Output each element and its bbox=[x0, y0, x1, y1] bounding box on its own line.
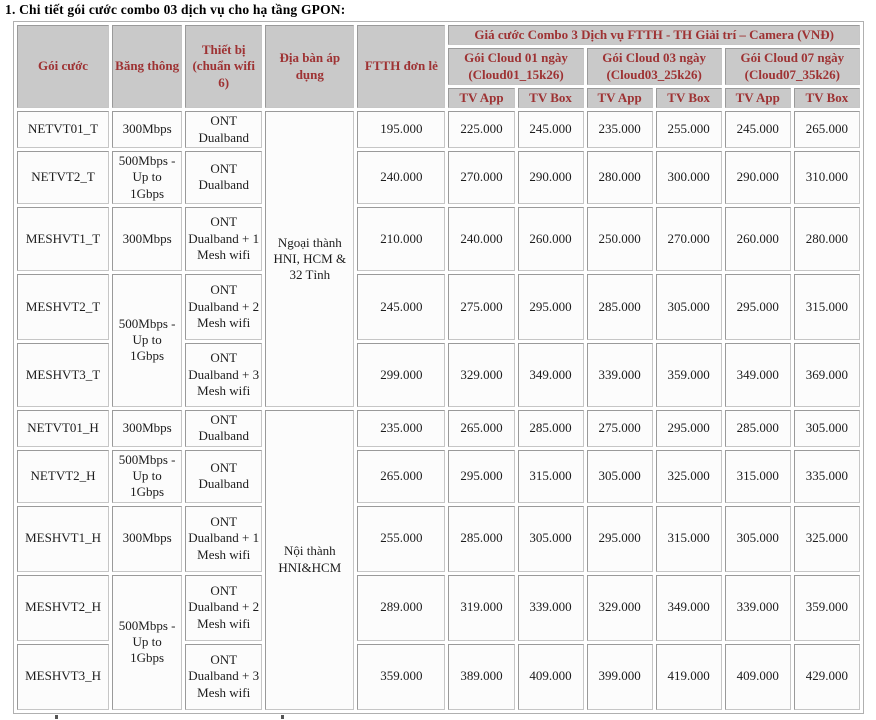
col-header-area: Địa bàn áp dụng bbox=[265, 25, 354, 108]
ftth-price-cell: 289.000 bbox=[357, 575, 445, 641]
price-cell: 250.000 bbox=[587, 207, 653, 271]
table-row bbox=[17, 410, 860, 447]
package-name-cell: MESHVT2_T bbox=[17, 274, 109, 340]
col-header-bandwidth: Băng thông bbox=[112, 25, 182, 108]
device-cell: ONT Dualband + 2 Mesh wifi bbox=[185, 274, 262, 340]
device-cell: ONT Dualband + 2 Mesh wifi bbox=[185, 575, 262, 641]
price-cell: 305.000 bbox=[518, 506, 584, 572]
price-cell: 270.000 bbox=[448, 151, 514, 204]
price-cell: 315.000 bbox=[518, 450, 584, 503]
price-cell: 235.000 bbox=[587, 111, 653, 148]
price-cell: 300.000 bbox=[656, 151, 722, 204]
price-cell: 349.000 bbox=[656, 575, 722, 641]
price-cell: 305.000 bbox=[794, 410, 860, 447]
table-row bbox=[17, 274, 860, 340]
price-cell: 240.000 bbox=[448, 207, 514, 271]
price-cell: 329.000 bbox=[448, 343, 514, 407]
price-cell: 389.000 bbox=[448, 644, 514, 710]
device-cell: ONT Dualband bbox=[185, 450, 262, 503]
subheader-tv-box: TV Box bbox=[794, 88, 860, 108]
price-cell: 339.000 bbox=[725, 575, 791, 641]
table-row bbox=[17, 506, 860, 572]
price-cell: 419.000 bbox=[656, 644, 722, 710]
package-name-cell: NETVT01_T bbox=[17, 111, 109, 148]
price-cell: 260.000 bbox=[518, 207, 584, 271]
subheader-tv-box: TV Box bbox=[656, 88, 722, 108]
cloud01-group-header: Gói Cloud 01 ngày (Cloud01_15k26) bbox=[448, 48, 583, 85]
cloud03-group-header: Gói Cloud 03 ngày (Cloud03_25k26) bbox=[587, 48, 722, 85]
area-cell-inner: Nội thành HNI&HCM bbox=[265, 410, 354, 710]
price-cell: 339.000 bbox=[518, 575, 584, 641]
ftth-price-cell: 245.000 bbox=[357, 274, 445, 340]
price-cell: 275.000 bbox=[448, 274, 514, 340]
package-name-cell: MESHVT1_H bbox=[17, 506, 109, 572]
price-cell: 295.000 bbox=[518, 274, 584, 340]
subheader-tv-app: TV App bbox=[587, 88, 653, 108]
ftth-price-cell: 210.000 bbox=[357, 207, 445, 271]
price-cell: 329.000 bbox=[587, 575, 653, 641]
bandwidth-cell: 500Mbps - Up to 1Gbps bbox=[112, 151, 182, 204]
price-cell: 285.000 bbox=[725, 410, 791, 447]
price-cell: 359.000 bbox=[656, 343, 722, 407]
package-name-cell: MESHVT3_T bbox=[17, 343, 109, 407]
price-cell: 265.000 bbox=[448, 410, 514, 447]
price-cell: 315.000 bbox=[656, 506, 722, 572]
price-cell: 245.000 bbox=[518, 111, 584, 148]
price-cell: 305.000 bbox=[656, 274, 722, 340]
price-cell: 275.000 bbox=[587, 410, 653, 447]
price-cell: 399.000 bbox=[587, 644, 653, 710]
price-cell: 325.000 bbox=[794, 506, 860, 572]
price-cell: 305.000 bbox=[587, 450, 653, 503]
ftth-price-cell: 235.000 bbox=[357, 410, 445, 447]
clipped-next-line bbox=[13, 715, 876, 720]
bandwidth-cell: 500Mbps - Up to 1Gbps bbox=[112, 450, 182, 503]
bandwidth-cell: 500Mbps - Up to 1Gbps bbox=[112, 575, 182, 710]
price-cell: 295.000 bbox=[656, 410, 722, 447]
price-cell: 369.000 bbox=[794, 343, 860, 407]
price-cell: 335.000 bbox=[794, 450, 860, 503]
price-cell: 265.000 bbox=[794, 111, 860, 148]
price-cell: 409.000 bbox=[725, 644, 791, 710]
price-cell: 349.000 bbox=[725, 343, 791, 407]
price-cell: 325.000 bbox=[656, 450, 722, 503]
device-cell: ONT Dualband + 1 Mesh wifi bbox=[185, 506, 262, 572]
price-cell: 319.000 bbox=[448, 575, 514, 641]
bandwidth-cell: 300Mbps bbox=[112, 410, 182, 447]
price-cell: 260.000 bbox=[725, 207, 791, 271]
price-cell: 310.000 bbox=[794, 151, 860, 204]
ftth-price-cell: 359.000 bbox=[357, 644, 445, 710]
ftth-price-cell: 195.000 bbox=[357, 111, 445, 148]
subheader-tv-app: TV App bbox=[725, 88, 791, 108]
package-name-cell: NETVT2_T bbox=[17, 151, 109, 204]
page-title: 1. Chi tiết gói cước combo 03 dịch vụ cho hạ tầng GPON: bbox=[5, 2, 346, 17]
price-cell: 295.000 bbox=[725, 274, 791, 340]
ftth-price-cell: 265.000 bbox=[357, 450, 445, 503]
price-cell: 409.000 bbox=[518, 644, 584, 710]
col-header-ftth-single: FTTH đơn lẻ bbox=[357, 25, 445, 108]
bandwidth-cell: 300Mbps bbox=[112, 506, 182, 572]
price-cell: 429.000 bbox=[794, 644, 860, 710]
bandwidth-cell: 300Mbps bbox=[112, 111, 182, 148]
col-header-device: Thiết bị (chuẩn wifi 6) bbox=[185, 25, 262, 108]
combo-price-header: Giá cước Combo 3 Dịch vụ FTTH - TH Giải trí – Camera (VNĐ) bbox=[448, 25, 860, 45]
package-name-cell: MESHVT3_H bbox=[17, 644, 109, 710]
gpon-combo-pricing-table bbox=[13, 21, 864, 714]
price-cell: 225.000 bbox=[448, 111, 514, 148]
device-cell: ONT Dualband bbox=[185, 410, 262, 447]
price-cell: 295.000 bbox=[448, 450, 514, 503]
price-cell: 290.000 bbox=[725, 151, 791, 204]
price-cell: 285.000 bbox=[518, 410, 584, 447]
price-cell: 270.000 bbox=[656, 207, 722, 271]
price-cell: 315.000 bbox=[725, 450, 791, 503]
cloud07-group-header: Gói Cloud 07 ngày (Cloud07_35k26) bbox=[725, 48, 860, 85]
price-cell: 280.000 bbox=[587, 151, 653, 204]
package-name-cell: NETVT01_H bbox=[17, 410, 109, 447]
price-cell: 285.000 bbox=[448, 506, 514, 572]
table-row bbox=[17, 151, 860, 204]
device-cell: ONT Dualband + 3 Mesh wifi bbox=[185, 644, 262, 710]
price-cell: 305.000 bbox=[725, 506, 791, 572]
device-cell: ONT Dualband + 3 Mesh wifi bbox=[185, 343, 262, 407]
bandwidth-cell: 300Mbps bbox=[112, 207, 182, 271]
table-row bbox=[17, 111, 860, 148]
device-cell: ONT Dualband bbox=[185, 151, 262, 204]
area-cell-outer: Ngoại thành HNI, HCM & 32 Tỉnh bbox=[265, 111, 354, 407]
package-name-cell: MESHVT1_T bbox=[17, 207, 109, 271]
subheader-tv-box: TV Box bbox=[518, 88, 584, 108]
col-header-package: Gói cước bbox=[17, 25, 109, 108]
price-cell: 359.000 bbox=[794, 575, 860, 641]
bandwidth-cell: 500Mbps - Up to 1Gbps bbox=[112, 274, 182, 407]
price-cell: 339.000 bbox=[587, 343, 653, 407]
price-cell: 255.000 bbox=[656, 111, 722, 148]
price-cell: 315.000 bbox=[794, 274, 860, 340]
price-cell: 245.000 bbox=[725, 111, 791, 148]
price-cell: 285.000 bbox=[587, 274, 653, 340]
price-cell: 295.000 bbox=[587, 506, 653, 572]
package-name-cell: MESHVT2_H bbox=[17, 575, 109, 641]
ftth-price-cell: 255.000 bbox=[357, 506, 445, 572]
ftth-price-cell: 299.000 bbox=[357, 343, 445, 407]
device-cell: ONT Dualband bbox=[185, 111, 262, 148]
price-cell: 280.000 bbox=[794, 207, 860, 271]
ftth-price-cell: 240.000 bbox=[357, 151, 445, 204]
subheader-tv-app: TV App bbox=[448, 88, 514, 108]
device-cell: ONT Dualband + 1 Mesh wifi bbox=[185, 207, 262, 271]
package-name-cell: NETVT2_H bbox=[17, 450, 109, 503]
price-cell: 290.000 bbox=[518, 151, 584, 204]
price-cell: 349.000 bbox=[518, 343, 584, 407]
table-row bbox=[17, 575, 860, 641]
table-row bbox=[17, 450, 860, 503]
table-row bbox=[17, 207, 860, 271]
